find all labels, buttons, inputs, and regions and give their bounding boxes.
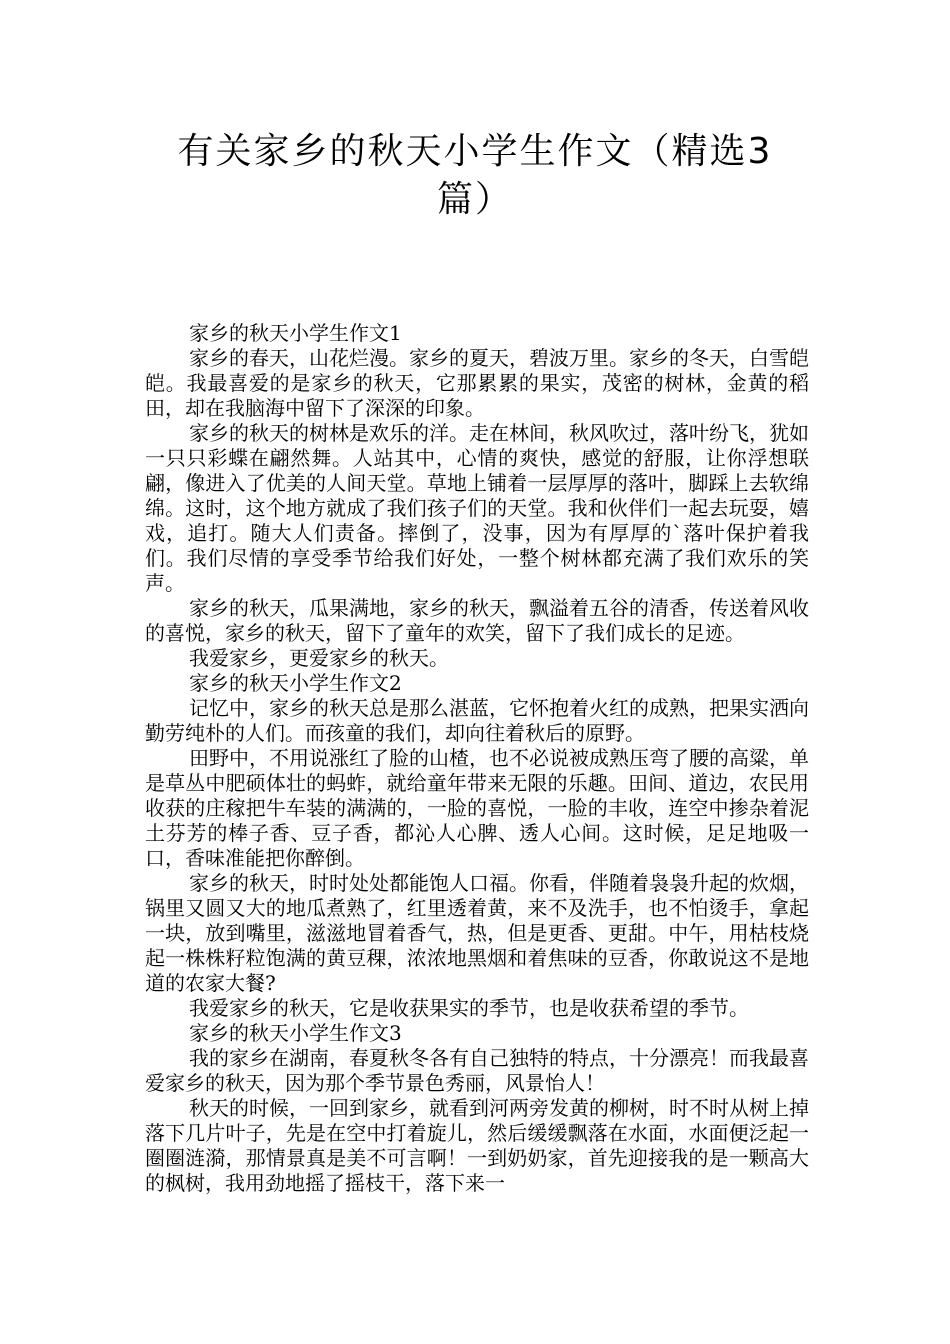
paragraph: 家乡的秋天，时时处处都能饱人口福。你看，伴随着袅袅升起的炊烟，锅里又圆又大的地瓜煮熟了，红里透着黄，来不及洗手，也不怕烫手，拿起一块，放到嘴里，滋滋地冒着香气，热，但是更香、更甜。中午，用枯枝烧起一株株籽粒饱满的黄豆稞，浓浓地黑烟和着焦味的豆香，你敢说这不是地道的农家大餐? <box>145 871 809 995</box>
paragraph: 家乡的春天，山花烂漫。家乡的夏天，碧波万里。家乡的冬天，白雪皑皑。我最喜爱的是家乡的秋天，它那累累的果实，茂密的树林，金黄的稻田，却在我脑海中留下了深深的印象。 <box>145 346 809 420</box>
document-title: 有关家乡的秋天小学生作文（精选3篇） <box>177 131 773 220</box>
paragraph: 我爱家乡的秋天，它是收获果实的季节，也是收获希望的季节。 <box>189 996 749 1020</box>
paragraph: 家乡的秋天，瓜果满地，家乡的秋天，飘溢着五谷的清香，传送着风收的喜悦，家乡的秋天，留下了童年的欢笑，留下了我们成长的足迹。 <box>145 596 809 645</box>
paragraph: 田野中，不用说涨红了脸的山楂，也不必说被成熟压弯了腰的高粱，单是草丛中肥硕体壮的蚂蚱，就给童年带来无限的乐趣。田间、道边，农民用收获的庄稼把牛车装的满满的，一脸的喜悦，一脸的丰收，连空中掺杂着泥土芬芳的棒子香、豆子香，都沁人心脾、透人心间。这时候，足足地吸一口，香味准能把你醉倒。 <box>145 746 809 870</box>
document-body <box>145 321 809 1196</box>
paragraph: 秋天的时候，一回到家乡，就看到河两旁发黄的柳树，时不时从树上掉落下几片叶子，先是在空中打着旋儿，然后缓缓飘落在水面，水面便泛起一圈圈涟漪，那情景真是美不可言啊！一到奶奶家，首先迎接我的是一颗高大的枫树，我用劲地摇了摇枝干，落下来一 <box>145 1096 809 1195</box>
paragraph: 我爱家乡，更爱家乡的秋天。 <box>189 646 449 670</box>
paragraph: 家乡的秋天的树林是欢乐的洋。走在林间，秋风吹过，落叶纷飞，犹如一只只彩蝶在翩然舞。人站其中，心情的爽快，感觉的舒服，让你浮想联翩，像进入了优美的人间天堂。草地上铺着一层厚厚的落叶，脚踩上去软绵绵。这时，这个地方就成了我们孩子们的天堂。我和伙伴们一起去玩耍，嬉戏，追打。随大人们责备。摔倒了，没事，因为有厚厚的`落叶保护着我们。我们尽情的享受季节给我们好处，一整个树林都充满了我们欢乐的笑声。 <box>145 421 809 595</box>
paragraph: 我的家乡在湖南，春夏秋冬各有自己独特的特点，十分漂亮！而我最喜爱家乡的秋天，因为那个季节景色秀丽，风景怡人！ <box>145 1046 809 1095</box>
section-heading-2: 家乡的秋天小学生作文2 <box>189 671 402 695</box>
section-heading-3: 家乡的秋天小学生作文3 <box>189 1021 402 1045</box>
section-heading-1: 家乡的秋天小学生作文1 <box>189 321 402 345</box>
paragraph: 记忆中，家乡的秋天总是那么湛蓝，它怀抱着火红的成熟，把果实洒向勤劳纯朴的人们。而孩童的我们，却向往着秋后的原野。 <box>145 696 809 745</box>
